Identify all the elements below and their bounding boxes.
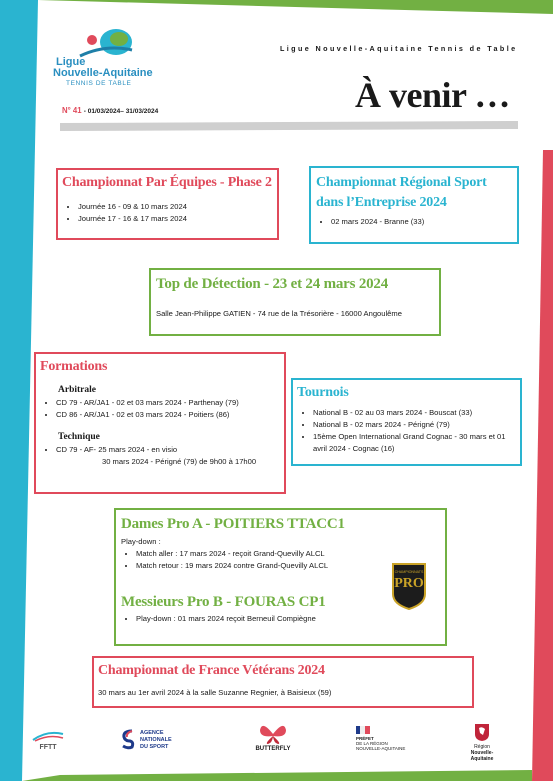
fftt-text: FFTT <box>39 744 57 751</box>
list-item: • Match aller : 17 mars 2024 - reçoit Grand-Quevilly ALCL <box>136 548 445 560</box>
messieurs-title: Messieurs Pro B - FOURAS CP1 <box>121 594 326 610</box>
fftt-logo <box>28 730 68 751</box>
formations-box <box>34 352 286 494</box>
veterans-text: 30 mars au 1er avril 2024 à la salle Suzanne Regnier, à Baisieux (59) <box>98 688 332 697</box>
red-right-band <box>532 150 553 781</box>
list-item: • CD 79 - AR/JA1 - 02 et 03 mars 2024 - Parthenay (79) <box>56 397 284 409</box>
list-item: • National B - 02 mars 2024 - Périgné (79) <box>313 419 520 431</box>
badge-main-text: PRO <box>394 576 424 591</box>
logo-line1: Ligue <box>56 56 86 68</box>
detection-venue: Salle Jean-Philippe GATIEN - 74 rue de la Trésorière - 16000 Angoulême <box>156 309 402 318</box>
formations-title: Formations <box>40 359 108 374</box>
lion-emblem-icon <box>473 722 491 742</box>
logo-line3: TENNIS DE TABLE <box>66 80 132 87</box>
fftt-swoosh-icon <box>31 730 65 742</box>
prefet-line1: PRÉFET <box>356 736 374 741</box>
region-line3: Aquitaine <box>470 756 494 762</box>
technique-label: Technique <box>58 432 100 442</box>
list-item: • Journée 17 - 16 & 17 mars 2024 <box>78 213 277 225</box>
sport-entreprise-box <box>309 166 519 244</box>
logo-line2: Nouvelle-Aquitaine <box>53 67 153 79</box>
sport-entreprise-title-2: dans l’Entreprise 2024 <box>316 195 447 210</box>
ans-line2: NATIONALE <box>140 737 172 743</box>
butterfly-icon <box>258 722 288 744</box>
dames-title: Dames Pro A - POITIERS TTACC1 <box>121 516 345 532</box>
technique-line2: 30 mars 2024 - Périgné (79) de 9h00 à 17h00 <box>102 457 257 466</box>
sport-entreprise-title-1: Championnat Régional Sport <box>316 175 487 190</box>
list-item: • 02 mars 2024 - Branne (33) <box>331 216 517 228</box>
playdown-label: Play-down : <box>121 537 161 546</box>
region-logo <box>462 722 502 762</box>
tournois-title: Tournois <box>297 385 349 400</box>
list-item: • Match retour : 19 mars 2024 contre Grand-Quevilly ALCL <box>136 560 445 572</box>
butterfly-logo <box>248 722 298 752</box>
pro-box <box>114 508 447 646</box>
blue-left-band <box>0 0 38 781</box>
issue-dates: - 01/03/2024– 31/03/2024 <box>83 108 159 115</box>
equipes-title: Championnat Par Équipes - Phase 2 <box>62 175 272 190</box>
list-item: • National B - 02 au 03 mars 2024 - Bouscat (33) <box>313 407 520 419</box>
list-item: • CD 79 - AF- 25 mars 2024 - en visio <box>56 444 284 456</box>
prefet-line3: NOUVELLE-AQUITAINE <box>356 746 406 751</box>
list-item: • Play-down : 01 mars 2024 reçoit Berneuil Compiègne <box>136 613 445 625</box>
arbitrale-label: Arbitrale <box>58 385 96 395</box>
ans-line1: AGENCE <box>140 730 164 736</box>
region-line2: Nouvelle- <box>470 750 494 756</box>
tournois-box <box>291 378 522 466</box>
league-logo <box>50 22 160 102</box>
marianne-flag-icon <box>356 726 370 734</box>
butterfly-text: BUTTERFLY <box>255 746 291 752</box>
ans-line3: DU SPORT <box>140 744 169 750</box>
equipes-box <box>56 168 279 240</box>
veterans-box <box>92 656 474 708</box>
org-name: Ligue Nouvelle-Aquitaine Tennis de Table <box>280 44 518 53</box>
list-item: • CD 86 - AR/JA1 - 02 et 03 mars 2024 - Poitiers (86) <box>56 409 284 421</box>
pro-badge-logo <box>389 562 429 610</box>
veterans-title: Championnat de France Vétérans 2024 <box>98 663 325 678</box>
prefet-line2: DE LA RÉGION <box>356 741 388 746</box>
list-item: • Journée 16 - 09 & 10 mars 2024 <box>78 201 277 213</box>
green-bottom-band <box>22 770 532 781</box>
list-item: • 15ème Open International Grand Cognac - 30 mars et 01 avril 2024 - Cognac (16) <box>313 431 520 455</box>
region-line1: Région <box>474 744 490 750</box>
ans-s-icon <box>120 728 136 750</box>
badge-top-text: CHAMPIONNATS <box>394 570 424 574</box>
page-title: À venir … <box>355 75 510 115</box>
issue-number: N° 41 <box>62 106 82 115</box>
detection-box <box>149 268 441 336</box>
gray-title-bar <box>60 121 518 131</box>
detection-title: Top de Détection - 23 et 24 mars 2024 <box>156 276 389 292</box>
prefet-logo <box>356 726 416 751</box>
issue-line <box>62 106 158 115</box>
green-top-band <box>38 0 553 14</box>
